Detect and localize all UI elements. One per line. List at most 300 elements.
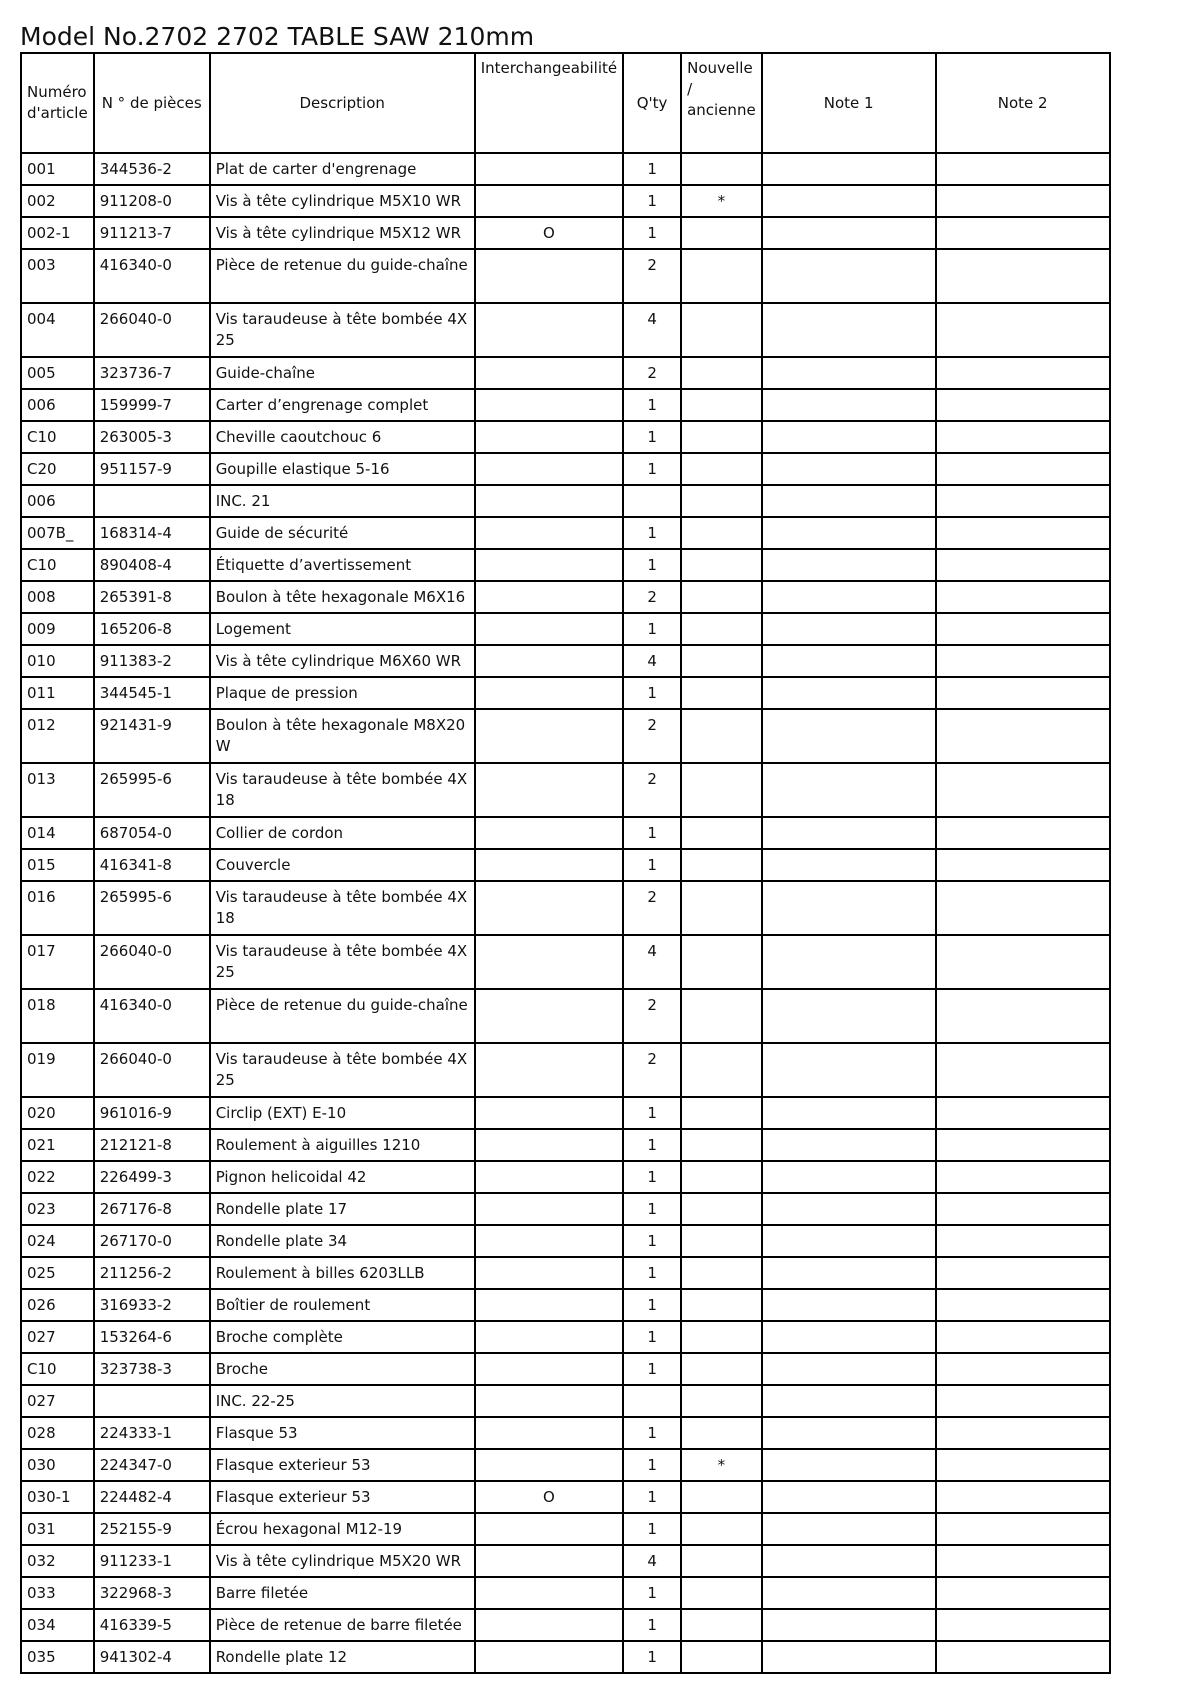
new-old-cell [681, 357, 762, 389]
part-number-cell: 344545-1 [94, 677, 210, 709]
header-qty: Q'ty [623, 53, 681, 153]
interchangeability-cell [475, 817, 623, 849]
description-cell: Boulon à tête hexagonale M6X16 [210, 581, 475, 613]
quantity-cell: 1 [623, 1225, 681, 1257]
interchangeability-cell [475, 1545, 623, 1577]
table-row [21, 1513, 1110, 1545]
parts-table [20, 52, 1111, 1674]
interchangeability-cell [475, 645, 623, 677]
description-cell: Logement [210, 613, 475, 645]
note-1-cell [762, 613, 936, 645]
interchangeability-cell [475, 1161, 623, 1193]
new-old-cell [681, 1513, 762, 1545]
note-1-cell [762, 709, 936, 763]
item-number-cell: 016 [21, 881, 94, 935]
part-number-cell: 224347-0 [94, 1449, 210, 1481]
interchangeability-cell [475, 581, 623, 613]
table-row [21, 677, 1110, 709]
item-number-cell: 002-1 [21, 217, 94, 249]
description-cell: Collier de cordon [210, 817, 475, 849]
note-2-cell [936, 881, 1110, 935]
description-cell: Vis à tête cylindrique M5X12 WR [210, 217, 475, 249]
note-2-cell [936, 677, 1110, 709]
note-1-cell [762, 1289, 936, 1321]
table-row [21, 881, 1110, 935]
part-number-cell: 951157-9 [94, 453, 210, 485]
interchangeability-cell [475, 1609, 623, 1641]
description-cell: Plat de carter d'engrenage [210, 153, 475, 185]
table-row [21, 1449, 1110, 1481]
part-number-cell: 211256-2 [94, 1257, 210, 1289]
item-number-cell: C10 [21, 421, 94, 453]
description-cell: Flasque exterieur 53 [210, 1449, 475, 1481]
note-2-cell [936, 249, 1110, 303]
quantity-cell: 1 [623, 1577, 681, 1609]
description-cell: Écrou hexagonal M12-19 [210, 1513, 475, 1545]
interchangeability-cell [475, 613, 623, 645]
quantity-cell: 2 [623, 881, 681, 935]
description-cell: Vis à tête cylindrique M6X60 WR [210, 645, 475, 677]
part-number-cell: 165206-8 [94, 613, 210, 645]
interchangeability-cell [475, 389, 623, 421]
description-cell: Cheville caoutchouc 6 [210, 421, 475, 453]
part-number-cell [94, 485, 210, 517]
note-2-cell [936, 1385, 1110, 1417]
new-old-cell [681, 935, 762, 989]
item-number-cell: 022 [21, 1161, 94, 1193]
note-1-cell [762, 421, 936, 453]
part-number-cell: 416340-0 [94, 249, 210, 303]
quantity-cell: 1 [623, 1353, 681, 1385]
description-cell: Rondelle plate 12 [210, 1641, 475, 1673]
quantity-cell: 2 [623, 989, 681, 1043]
quantity-cell: 1 [623, 1641, 681, 1673]
part-number-cell: 226499-3 [94, 1161, 210, 1193]
note-1-cell [762, 1321, 936, 1353]
note-2-cell [936, 517, 1110, 549]
new-old-cell [681, 303, 762, 357]
new-old-cell [681, 517, 762, 549]
quantity-cell: 4 [623, 1545, 681, 1577]
description-cell: Boulon à tête hexagonale M8X20 W [210, 709, 475, 763]
part-number-cell: 265391-8 [94, 581, 210, 613]
description-cell: Goupille elastique 5-16 [210, 453, 475, 485]
header-interchangeability: Interchangeabilité [475, 53, 623, 153]
description-cell: Vis taraudeuse à tête bombée 4X25 [210, 1043, 475, 1097]
note-2-cell [936, 1577, 1110, 1609]
item-number-cell: 025 [21, 1257, 94, 1289]
table-row [21, 645, 1110, 677]
note-2-cell [936, 645, 1110, 677]
quantity-cell: 1 [623, 549, 681, 581]
interchangeability-cell [475, 1641, 623, 1673]
part-number-cell: 911233-1 [94, 1545, 210, 1577]
description-cell: Plaque de pression [210, 677, 475, 709]
new-old-cell [681, 217, 762, 249]
note-1-cell [762, 881, 936, 935]
note-2-cell [936, 1321, 1110, 1353]
note-1-cell [762, 1129, 936, 1161]
interchangeability-cell [475, 185, 623, 217]
header-part-no: N ° de pièces [94, 53, 210, 153]
part-number-cell: 687054-0 [94, 817, 210, 849]
new-old-cell [681, 389, 762, 421]
note-1-cell [762, 249, 936, 303]
note-2-cell [936, 849, 1110, 881]
interchangeability-cell [475, 1257, 623, 1289]
header-note-2: Note 2 [936, 53, 1110, 153]
item-number-cell: C10 [21, 549, 94, 581]
table-row [21, 1353, 1110, 1385]
table-row [21, 1545, 1110, 1577]
note-2-cell [936, 1513, 1110, 1545]
new-old-cell [681, 1577, 762, 1609]
part-number-cell: 265995-6 [94, 763, 210, 817]
item-number-cell: 034 [21, 1609, 94, 1641]
note-1-cell [762, 581, 936, 613]
description-cell: Barre filetée [210, 1577, 475, 1609]
new-old-cell [681, 881, 762, 935]
description-cell: INC. 21 [210, 485, 475, 517]
item-number-cell: 006 [21, 485, 94, 517]
note-1-cell [762, 453, 936, 485]
note-2-cell [936, 1449, 1110, 1481]
description-cell: Roulement à billes 6203LLB [210, 1257, 475, 1289]
quantity-cell: 1 [623, 1193, 681, 1225]
item-number-cell: 015 [21, 849, 94, 881]
note-2-cell [936, 1609, 1110, 1641]
note-2-cell [936, 485, 1110, 517]
note-1-cell [762, 935, 936, 989]
note-2-cell [936, 1193, 1110, 1225]
description-cell: Boîtier de roulement [210, 1289, 475, 1321]
note-2-cell [936, 1097, 1110, 1129]
note-2-cell [936, 1289, 1110, 1321]
interchangeability-cell: O [475, 1481, 623, 1513]
part-number-cell: 267176-8 [94, 1193, 210, 1225]
table-row [21, 1417, 1110, 1449]
item-number-cell: 021 [21, 1129, 94, 1161]
part-number-cell: 890408-4 [94, 549, 210, 581]
item-number-cell: 024 [21, 1225, 94, 1257]
interchangeability-cell [475, 549, 623, 581]
quantity-cell [623, 1385, 681, 1417]
table-row [21, 421, 1110, 453]
part-number-cell: 416340-0 [94, 989, 210, 1043]
note-2-cell [936, 1353, 1110, 1385]
new-old-cell [681, 485, 762, 517]
interchangeability-cell [475, 303, 623, 357]
interchangeability-cell [475, 357, 623, 389]
note-2-cell [936, 817, 1110, 849]
note-1-cell [762, 645, 936, 677]
note-2-cell [936, 1417, 1110, 1449]
description-cell: Vis à tête cylindrique M5X20 WR [210, 1545, 475, 1577]
interchangeability-cell [475, 881, 623, 935]
item-number-cell: 026 [21, 1289, 94, 1321]
note-1-cell [762, 763, 936, 817]
table-row [21, 1161, 1110, 1193]
table-row [21, 1609, 1110, 1641]
note-1-cell [762, 989, 936, 1043]
note-1-cell [762, 1449, 936, 1481]
description-cell: Étiquette d’avertissement [210, 549, 475, 581]
item-number-cell: 007B_ [21, 517, 94, 549]
part-number-cell: 252155-9 [94, 1513, 210, 1545]
interchangeability-cell: O [475, 217, 623, 249]
header-new-old: Nouvelle / ancienne [681, 53, 762, 153]
part-number-cell: 267170-0 [94, 1225, 210, 1257]
table-row [21, 1577, 1110, 1609]
table-row [21, 453, 1110, 485]
part-number-cell [94, 1385, 210, 1417]
note-2-cell [936, 549, 1110, 581]
item-number-cell: 020 [21, 1097, 94, 1129]
item-number-cell: 011 [21, 677, 94, 709]
note-1-cell [762, 1257, 936, 1289]
interchangeability-cell [475, 1043, 623, 1097]
item-number-cell: 030-1 [21, 1481, 94, 1513]
quantity-cell: 1 [623, 1513, 681, 1545]
table-row [21, 217, 1110, 249]
interchangeability-cell [475, 677, 623, 709]
description-cell: Roulement à aiguilles 1210 [210, 1129, 475, 1161]
table-row [21, 1289, 1110, 1321]
parts-table-body [21, 153, 1110, 1673]
item-number-cell: 005 [21, 357, 94, 389]
part-number-cell: 266040-0 [94, 935, 210, 989]
description-cell: Rondelle plate 34 [210, 1225, 475, 1257]
quantity-cell: 2 [623, 249, 681, 303]
description-cell: Rondelle plate 17 [210, 1193, 475, 1225]
new-old-cell [681, 453, 762, 485]
quantity-cell: 1 [623, 1417, 681, 1449]
description-cell: Carter d’engrenage complet [210, 389, 475, 421]
note-1-cell [762, 677, 936, 709]
part-number-cell: 416339-5 [94, 1609, 210, 1641]
new-old-cell [681, 1225, 762, 1257]
quantity-cell: 2 [623, 1043, 681, 1097]
part-number-cell: 212121-8 [94, 1129, 210, 1161]
interchangeability-cell [475, 1449, 623, 1481]
item-number-cell: 033 [21, 1577, 94, 1609]
new-old-cell [681, 1641, 762, 1673]
new-old-cell [681, 849, 762, 881]
interchangeability-cell [475, 1385, 623, 1417]
description-cell: Guide de sécurité [210, 517, 475, 549]
description-cell: Vis taraudeuse à tête bombée 4X18 [210, 763, 475, 817]
item-number-cell: 019 [21, 1043, 94, 1097]
quantity-cell: 1 [623, 517, 681, 549]
interchangeability-cell [475, 1417, 623, 1449]
note-2-cell [936, 581, 1110, 613]
description-cell: INC. 22-25 [210, 1385, 475, 1417]
new-old-cell [681, 1161, 762, 1193]
table-row [21, 303, 1110, 357]
table-row [21, 935, 1110, 989]
header-item-no: Numéro d'article [21, 53, 94, 153]
header-row [21, 53, 1110, 153]
item-number-cell: 023 [21, 1193, 94, 1225]
table-row [21, 1321, 1110, 1353]
description-cell: Pignon helicoidal 42 [210, 1161, 475, 1193]
table-row [21, 1043, 1110, 1097]
description-cell: Guide-chaîne [210, 357, 475, 389]
item-number-cell: 008 [21, 581, 94, 613]
part-number-cell: 911383-2 [94, 645, 210, 677]
quantity-cell: 1 [623, 1129, 681, 1161]
quantity-cell: 1 [623, 453, 681, 485]
item-number-cell: C10 [21, 1353, 94, 1385]
quantity-cell: 1 [623, 849, 681, 881]
note-1-cell [762, 217, 936, 249]
interchangeability-cell [475, 709, 623, 763]
note-1-cell [762, 1545, 936, 1577]
item-number-cell: 018 [21, 989, 94, 1043]
table-row [21, 613, 1110, 645]
interchangeability-cell [475, 1513, 623, 1545]
note-2-cell [936, 989, 1110, 1043]
new-old-cell [681, 1043, 762, 1097]
note-1-cell [762, 1417, 936, 1449]
new-old-cell [681, 421, 762, 453]
part-number-cell: 921431-9 [94, 709, 210, 763]
note-1-cell [762, 849, 936, 881]
note-2-cell [936, 709, 1110, 763]
item-number-cell: 035 [21, 1641, 94, 1673]
new-old-cell [681, 709, 762, 763]
quantity-cell: 1 [623, 1609, 681, 1641]
note-1-cell [762, 1161, 936, 1193]
description-cell: Circlip (EXT) E-10 [210, 1097, 475, 1129]
table-row [21, 763, 1110, 817]
part-number-cell: 911208-0 [94, 185, 210, 217]
part-number-cell: 323736-7 [94, 357, 210, 389]
note-1-cell [762, 1225, 936, 1257]
table-row [21, 549, 1110, 581]
note-1-cell [762, 517, 936, 549]
quantity-cell: 4 [623, 303, 681, 357]
part-number-cell: 266040-0 [94, 303, 210, 357]
new-old-cell [681, 1257, 762, 1289]
description-cell: Pièce de retenue du guide-chaîne [210, 989, 475, 1043]
item-number-cell: 030 [21, 1449, 94, 1481]
new-old-cell: * [681, 1449, 762, 1481]
quantity-cell: 1 [623, 1321, 681, 1353]
note-1-cell [762, 549, 936, 581]
note-2-cell [936, 453, 1110, 485]
table-row [21, 1641, 1110, 1673]
part-number-cell: 266040-0 [94, 1043, 210, 1097]
description-cell: Flasque 53 [210, 1417, 475, 1449]
interchangeability-cell [475, 989, 623, 1043]
new-old-cell [681, 1289, 762, 1321]
quantity-cell: 1 [623, 1481, 681, 1513]
item-number-cell: 017 [21, 935, 94, 989]
interchangeability-cell [475, 1353, 623, 1385]
interchangeability-cell [475, 1577, 623, 1609]
description-cell: Vis taraudeuse à tête bombée 4X18 [210, 881, 475, 935]
item-number-cell: 028 [21, 1417, 94, 1449]
item-number-cell: 001 [21, 153, 94, 185]
note-2-cell [936, 389, 1110, 421]
table-row [21, 581, 1110, 613]
new-old-cell [681, 1097, 762, 1129]
new-old-cell [681, 645, 762, 677]
note-2-cell [936, 217, 1110, 249]
part-number-cell: 961016-9 [94, 1097, 210, 1129]
interchangeability-cell [475, 1225, 623, 1257]
table-row [21, 517, 1110, 549]
note-1-cell [762, 1609, 936, 1641]
new-old-cell [681, 1609, 762, 1641]
note-2-cell [936, 1129, 1110, 1161]
table-row [21, 389, 1110, 421]
quantity-cell: 1 [623, 1289, 681, 1321]
note-2-cell [936, 1043, 1110, 1097]
item-number-cell: 006 [21, 389, 94, 421]
description-cell: Vis à tête cylindrique M5X10 WR [210, 185, 475, 217]
note-2-cell [936, 357, 1110, 389]
new-old-cell [681, 153, 762, 185]
new-old-cell [681, 249, 762, 303]
interchangeability-cell [475, 453, 623, 485]
note-2-cell [936, 763, 1110, 817]
note-1-cell [762, 185, 936, 217]
quantity-cell: 4 [623, 935, 681, 989]
interchangeability-cell [475, 763, 623, 817]
quantity-cell: 1 [623, 421, 681, 453]
note-2-cell [936, 1545, 1110, 1577]
table-row [21, 357, 1110, 389]
interchangeability-cell [475, 517, 623, 549]
interchangeability-cell [475, 421, 623, 453]
note-1-cell [762, 1043, 936, 1097]
table-row [21, 1257, 1110, 1289]
part-number-cell: 224333-1 [94, 1417, 210, 1449]
table-row [21, 1225, 1110, 1257]
interchangeability-cell [475, 1129, 623, 1161]
table-row [21, 1481, 1110, 1513]
new-old-cell [681, 677, 762, 709]
note-2-cell [936, 153, 1110, 185]
quantity-cell: 1 [623, 153, 681, 185]
interchangeability-cell [475, 153, 623, 185]
note-1-cell [762, 817, 936, 849]
note-2-cell [936, 613, 1110, 645]
part-number-cell: 265995-6 [94, 881, 210, 935]
note-2-cell [936, 1161, 1110, 1193]
note-1-cell [762, 303, 936, 357]
note-1-cell [762, 1513, 936, 1545]
page-title: Model No.2702 2702 TABLE SAW 210mm [20, 22, 535, 51]
quantity-cell: 1 [623, 389, 681, 421]
note-2-cell [936, 935, 1110, 989]
item-number-cell: 003 [21, 249, 94, 303]
new-old-cell [681, 1321, 762, 1353]
note-1-cell [762, 1385, 936, 1417]
description-cell: Pièce de retenue du guide-chaîne [210, 249, 475, 303]
new-old-cell [681, 549, 762, 581]
interchangeability-cell [475, 849, 623, 881]
new-old-cell: * [681, 185, 762, 217]
quantity-cell [623, 485, 681, 517]
part-number-cell: 263005-3 [94, 421, 210, 453]
note-1-cell [762, 1097, 936, 1129]
new-old-cell [681, 613, 762, 645]
item-number-cell: 014 [21, 817, 94, 849]
new-old-cell [681, 1193, 762, 1225]
